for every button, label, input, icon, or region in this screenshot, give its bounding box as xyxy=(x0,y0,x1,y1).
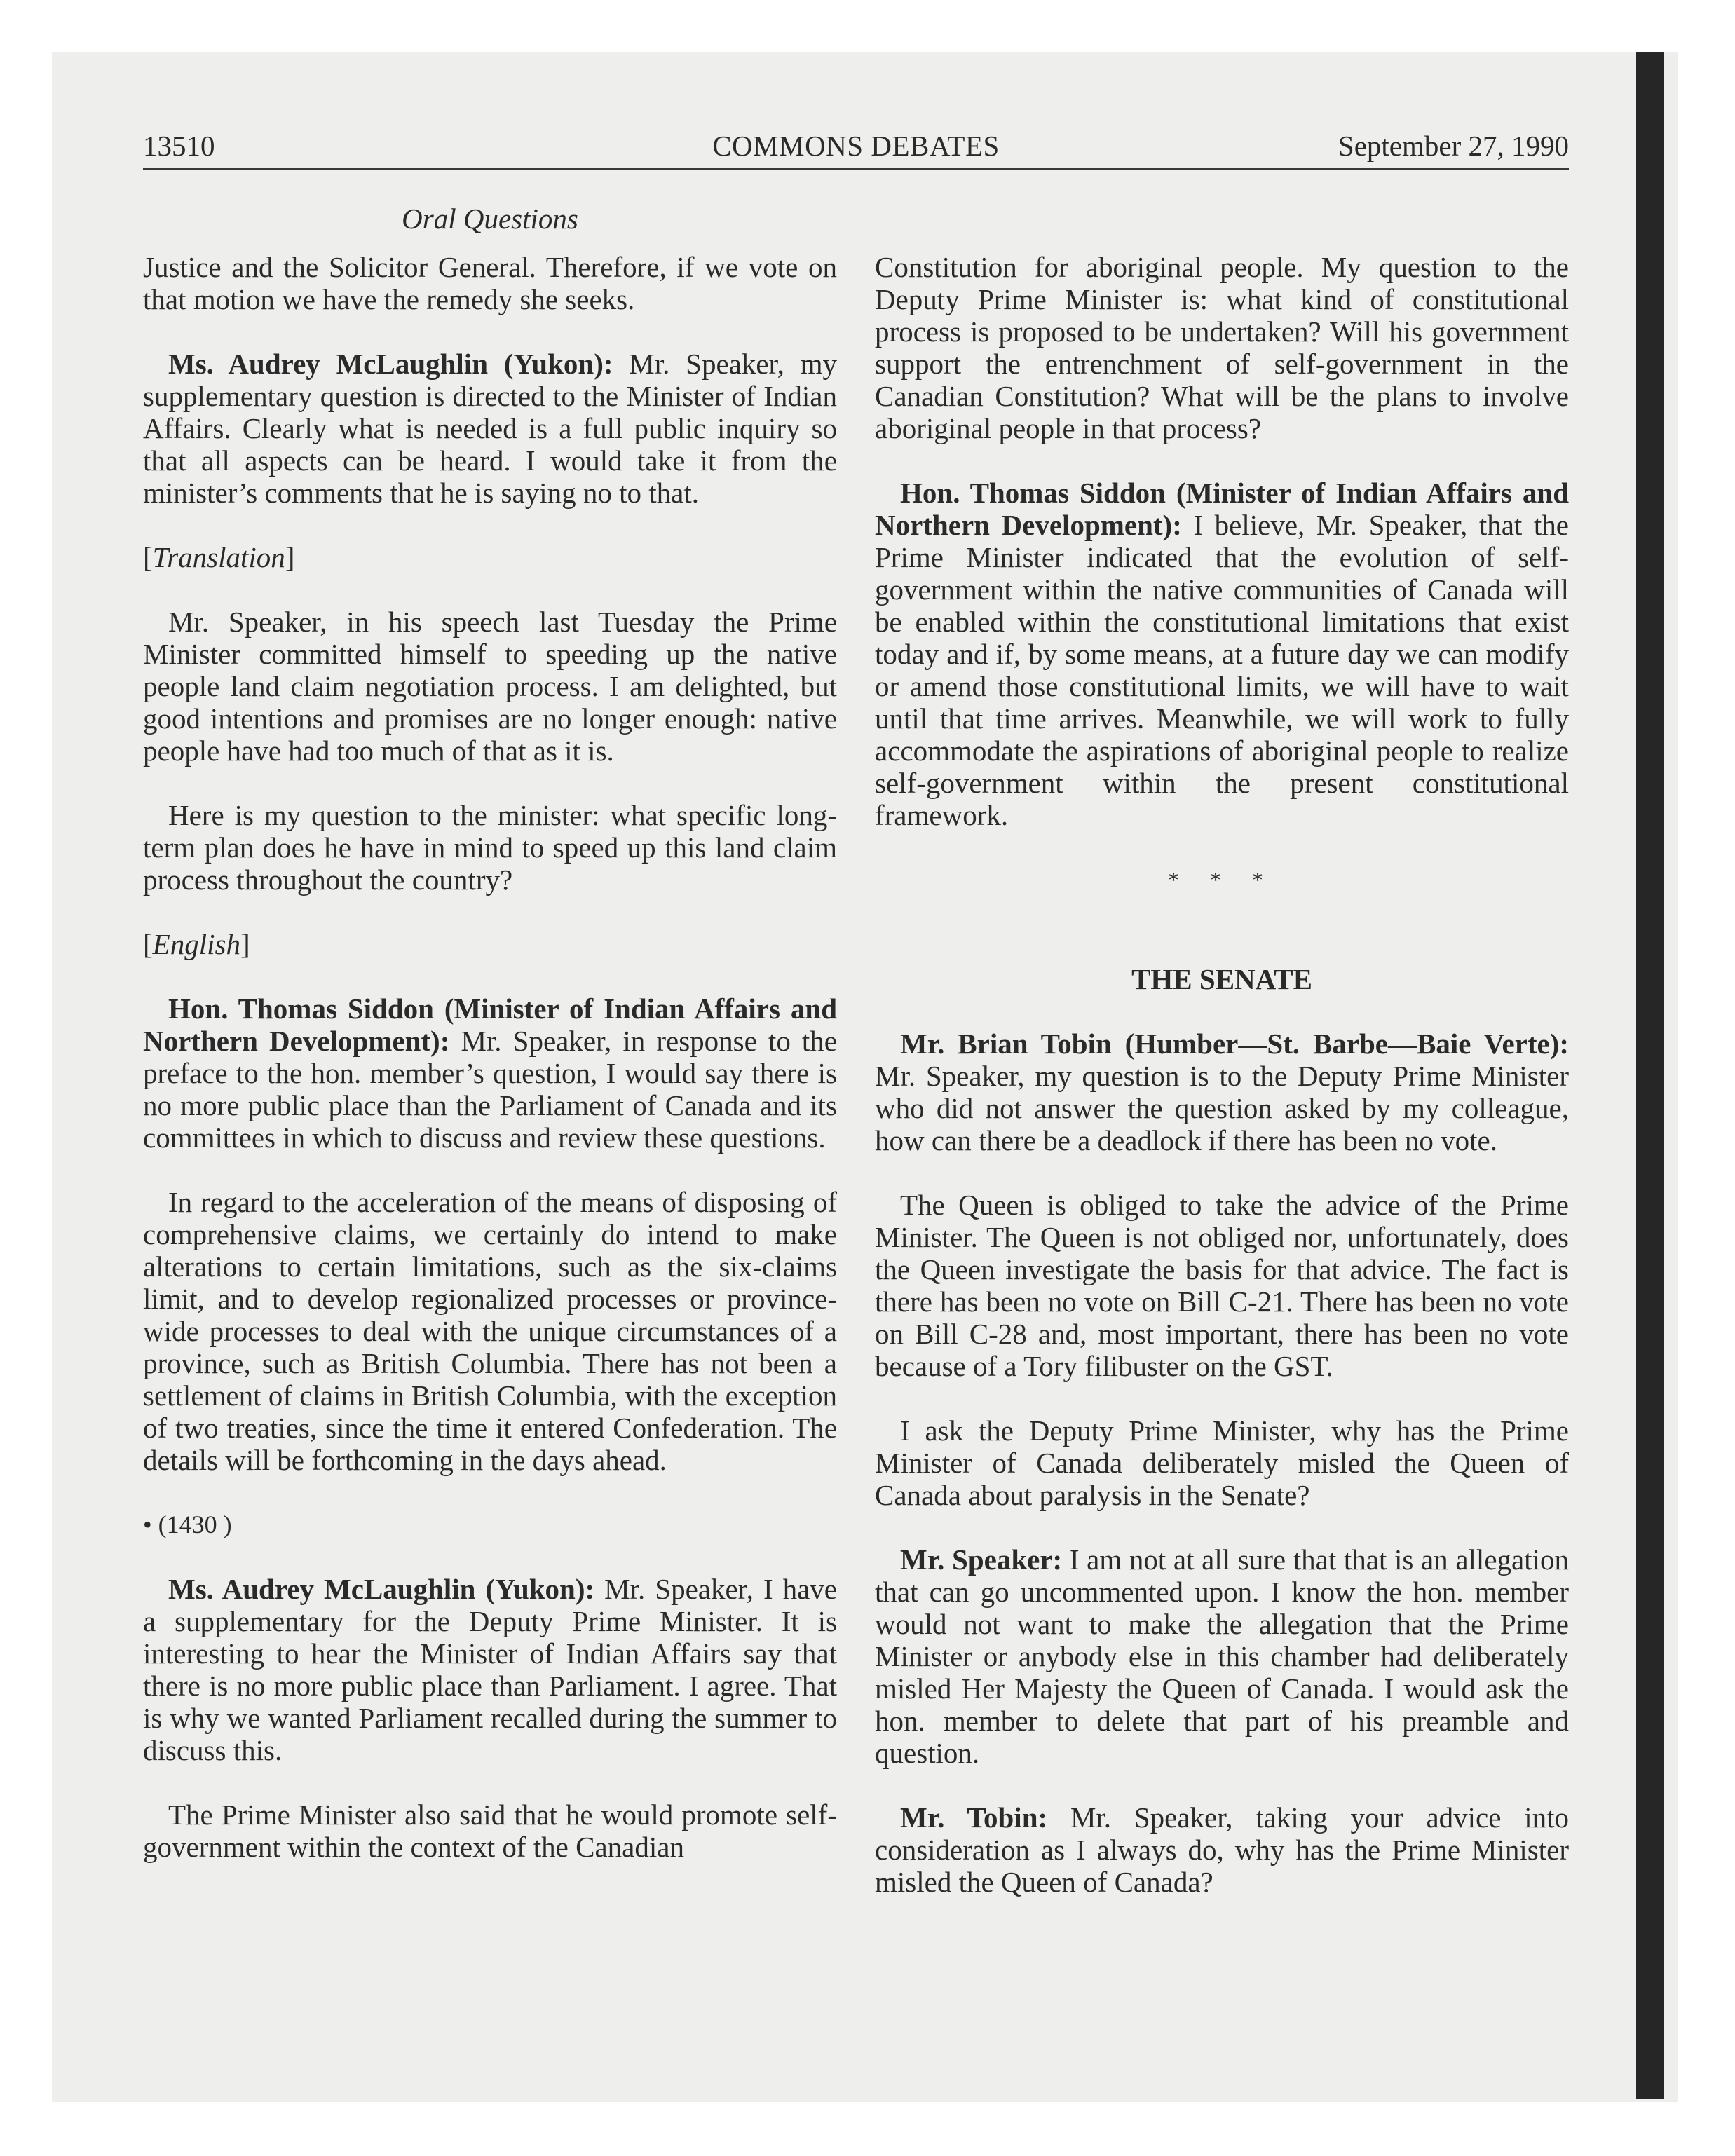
speaker-name: Hon. Thomas Siddon (Minister of Indian Affairs and Northern Development): xyxy=(143,992,837,1057)
left-column xyxy=(143,251,837,1895)
paragraph: I ask the Deputy Prime Minister, why has the Prime Minister of Canada deliberately misled the Queen of Canada about paralysis in the Senate? xyxy=(875,1414,1569,1511)
paragraph: In regard to the acceleration of the means of disposing of comprehensive claims, we certainly do intend to make alterations to certain limitations, such as the six-claims limit, and to develop regionalized processes or province-wide processes to deal with the unique circumstances of a province, such as British Columbia. There has not been a settlement of claims in British Columbia, with the exception of two treaties, since the time it entered Confederation. The details will be forthcoming in the days ahead. xyxy=(143,1186,837,1476)
section-heading: THE SENATE xyxy=(1131,963,1312,995)
paragraph xyxy=(875,1801,1569,1898)
page-number: 13510 xyxy=(143,130,215,162)
publication-date: September 27, 1990 xyxy=(1338,130,1569,162)
paragraph: Here is my question to the minister: what specific long-term plan does he have in mind to speed up this land claim process throughout the country? xyxy=(143,799,837,896)
language-label: Translation xyxy=(152,541,285,573)
language-marker: [Translation] xyxy=(143,541,295,573)
time-marker: • (1430 ) xyxy=(143,1510,232,1538)
paragraph xyxy=(875,477,1569,831)
speech-text: Mr. Speaker, I have a supplementary for the Deputy Prime Minister. It is interesting to hear the Minister of Indian Affairs say that there is no more public place than Parliament. I agree. That is why we wanted Parliament recalled during the summer to discuss this. xyxy=(143,1573,837,1766)
speaker-name: Hon. Thomas Siddon (Minister of Indian Affairs and Northern Development): xyxy=(875,477,1569,541)
paragraph xyxy=(143,1573,837,1766)
paragraph xyxy=(143,992,837,1154)
section-label: Oral Questions xyxy=(402,203,578,235)
speaker-name: Mr. Brian Tobin (Humber—St. Barbe—Baie Verte): xyxy=(900,1028,1569,1060)
speech-text: I am not at all sure that that is an allegation that can go uncommented upon. I know the hon. member would not want to make the allegation that the Prime Minister or anybody else in this chamber had deliberately misled Her Majesty the Queen of Canada. I would ask the hon. member to delete that part of his preamble and question. xyxy=(875,1543,1569,1769)
paragraph xyxy=(875,1028,1569,1157)
running-header xyxy=(143,125,1569,167)
paragraph: Constitution for aboriginal people. My question to the Deputy Prime Minister is: what kind of constitutional process is proposed to be undertaken? Will his government support the entrenchment of self-government in the Canadian Constitution? What will be the plans to involve aboriginal people in that process? xyxy=(875,251,1569,444)
paragraph: The Prime Minister also said that he would promote self-government within the context of the Canadian xyxy=(143,1799,837,1863)
speech-text: Mr. Speaker, my question is to the Deputy Prime Minister who did not answer the question asked by my colleague, how can there be a deadlock if there has been no vote. xyxy=(875,1060,1569,1157)
speech-text: Mr. Speaker, my supplementary question is directed to the Minister of Indian Affairs. Clearly what is needed is a full public inquiry so that all aspects can be heard. I would take it from the minister’s comments that he is saying no to that. xyxy=(143,348,837,509)
language-label: English xyxy=(152,928,240,960)
speaker-name: Mr. Speaker: xyxy=(900,1543,1063,1576)
paragraph xyxy=(143,348,837,509)
paragraph: Justice and the Solicitor General. Therefore, if we vote on that motion we have the remedy she seeks. xyxy=(143,251,837,315)
header-rule xyxy=(143,168,1569,170)
right-column xyxy=(875,251,1569,1930)
publication-title: COMMONS DEBATES xyxy=(712,130,1000,162)
speech-text: I believe, Mr. Speaker, that the Prime Minister indicated that the evolution of self-government within the native communities of Canada will be enabled within the constitutional limitations that exist today and if, by some means, at a future day we can modify or amend those constitutional limits, we will have to wait until that time arrives. Meanwhile, we will work to fully accommodate the aspirations of aboriginal people to realize self-government within the present constitutional framework. xyxy=(875,509,1569,831)
language-marker: [English] xyxy=(143,928,250,960)
speaker-name: Mr. Tobin: xyxy=(900,1801,1048,1834)
section-divider-stars: * * * xyxy=(1168,867,1276,892)
speech-text: Mr. Speaker, in response to the preface to the hon. member’s question, I would say there is no more public place than the Parliament of Canada and its committees in which to discuss and review these questions. xyxy=(143,1025,837,1154)
paragraph xyxy=(875,1543,1569,1769)
paragraph: The Queen is obliged to take the advice of the Prime Minister. The Queen is not obliged nor, unfortunately, does the Queen investigate the basis for that advice. The fact is there has been no vote on Bill C-21. There has been no vote on Bill C-28 and, most important, there has been no vote because of a Tory filibuster on the GST. xyxy=(875,1189,1569,1382)
scan-edge-shadow xyxy=(1636,52,1664,2099)
paragraph: Mr. Speaker, in his speech last Tuesday the Prime Minister committed himself to speeding up the native people land claim negotiation process. I am delighted, but good intentions and promises are no longer enough: native people have had too much of that as it is. xyxy=(143,606,837,767)
speech-text: Mr. Speaker, taking your advice into consideration as I always do, why has the Prime Minister misled the Queen of Canada? xyxy=(875,1801,1569,1898)
speaker-name: Ms. Audrey McLaughlin (Yukon): xyxy=(168,348,613,380)
speaker-name: Ms. Audrey McLaughlin (Yukon): xyxy=(168,1573,595,1605)
